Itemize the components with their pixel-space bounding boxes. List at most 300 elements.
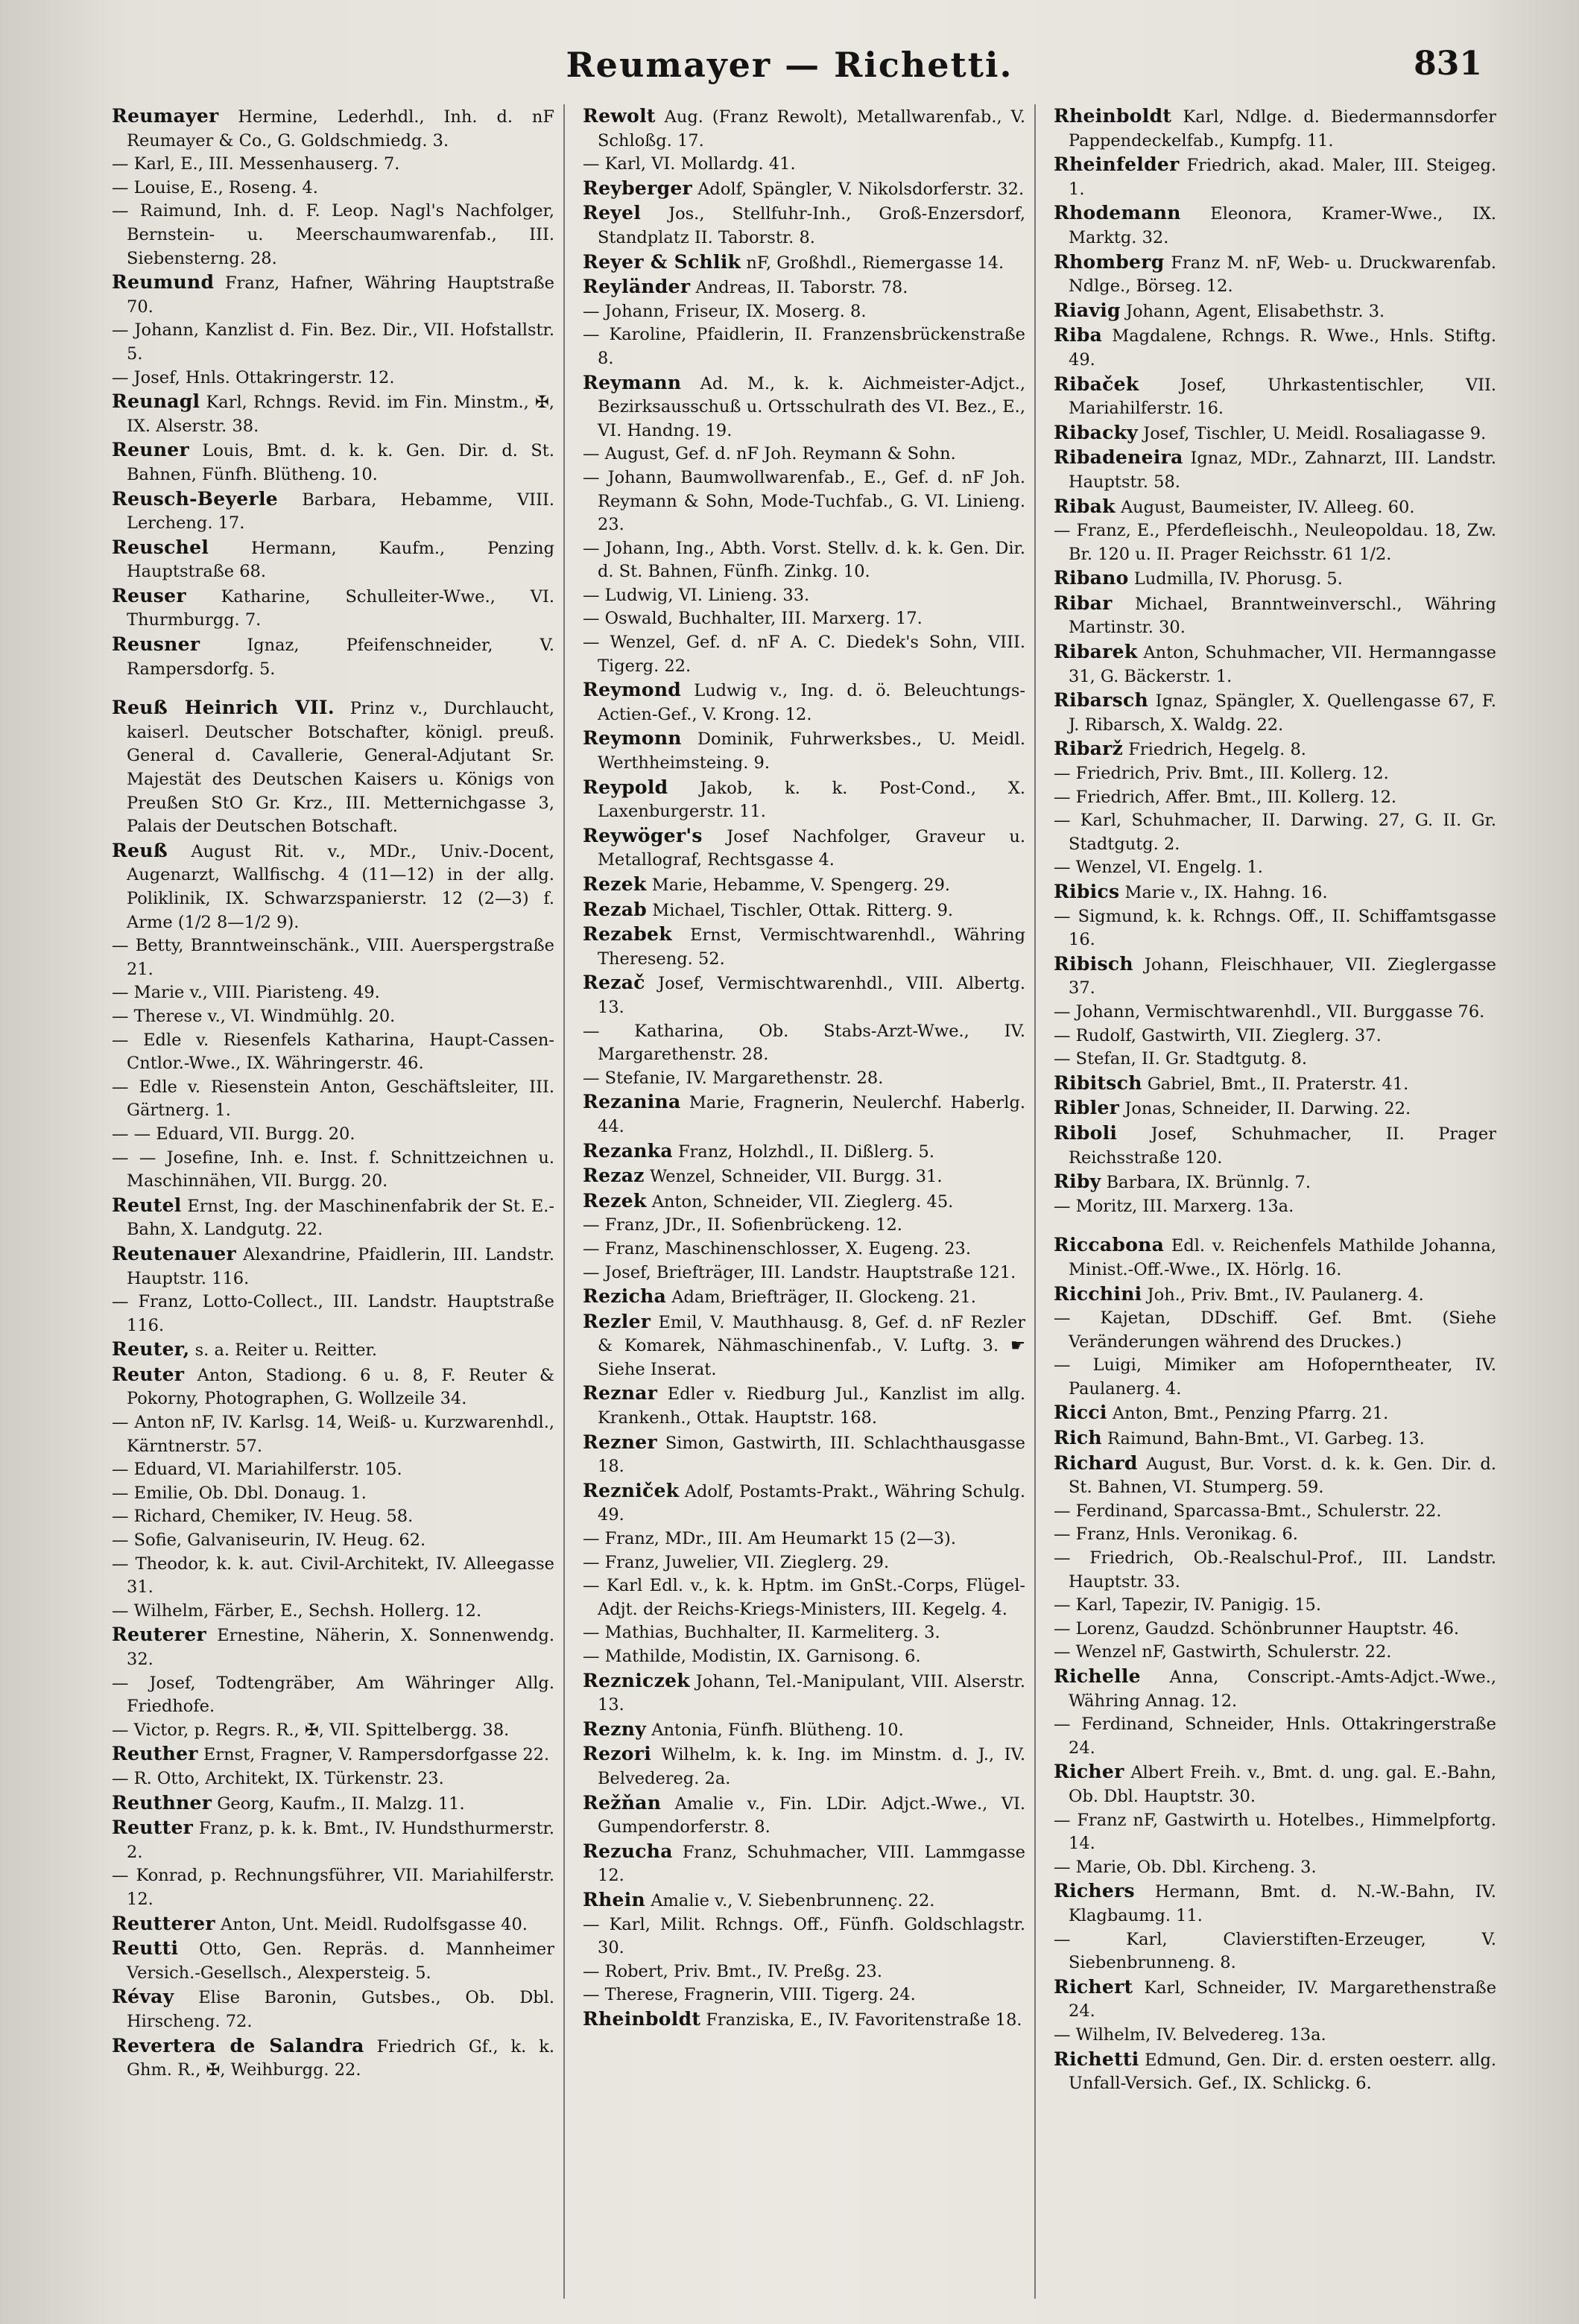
entry-surname: Rhodemann	[1054, 202, 1181, 224]
entry-details: — Louise, E., Roseng. 4.	[112, 177, 318, 197]
entry-details: Marie v., IX. Hahng. 16.	[1124, 883, 1328, 902]
entry-details: Wenzel, Schneider, VII. Burgg. 31.	[649, 1167, 943, 1187]
directory-entry	[112, 270, 554, 319]
directory-entry	[112, 104, 554, 153]
entry-details: — Stefanie, IV. Margarethenstr. 28.	[583, 1068, 884, 1088]
directory-entry	[112, 1411, 554, 1458]
entry-details: Franz, Schuhmacher, VIII. Lammgasse 12.	[598, 1842, 1025, 1886]
entry-surname: Ribarek	[1054, 641, 1138, 663]
entry-details: — Wilhelm, IV. Belvedereg. 13a.	[1054, 2024, 1326, 2045]
entry-details: — Johann, Vermischtwarenhdl., VII. Burggasse 76.	[1054, 1001, 1485, 1022]
directory-entry	[112, 839, 554, 934]
directory-entry	[1054, 1354, 1496, 1401]
entry-details: — Kajetan, DDschiff. Gef. Bmt. (Siehe Veränderungen während des Druckes.)	[1054, 1308, 1496, 1352]
entry-surname: Reumayer	[112, 105, 219, 127]
entry-details: — Josef, Briefträger, III. Landstr. Hauptstraße 121.	[583, 1262, 1016, 1282]
entry-surname: Ribisch	[1054, 952, 1133, 975]
entry-details: Marie, Fragnerin, Neulerchf. Haberlg. 44.	[598, 1093, 1025, 1136]
entry-details: — Josef, Hnls. Ottakringerstr. 12.	[112, 367, 395, 387]
entry-details: — Karl, Milit. Rchngs. Off., Fünfh. Goldschlagstr. 30.	[583, 1914, 1025, 1958]
entry-details: — Konrad, p. Rechnungsführer, VII. Mariahilferstr. 12.	[112, 1866, 554, 1909]
directory-entry	[1054, 250, 1496, 299]
entry-details: Katharine, Schulleiter-Wwe., VI. Thurmburgg. 7.	[127, 586, 554, 630]
directory-entry	[1054, 1809, 1496, 1856]
entry-details: — Wenzel, VI. Engelg. 1.	[1054, 858, 1263, 878]
entry-surname: Richers	[1054, 1880, 1135, 1902]
directory-entry	[583, 201, 1025, 250]
directory-entry	[1054, 421, 1496, 446]
directory-entry	[583, 607, 1025, 631]
entry-details: Ludmilla, IV. Phorusg. 5.	[1133, 569, 1343, 589]
directory-entry	[112, 319, 554, 366]
entry-surname: Rezanina	[583, 1091, 681, 1113]
directory-entry	[583, 1479, 1025, 1527]
directory-entry	[112, 1194, 554, 1242]
entry-details: Albert Freih. v., Bmt. d. ung. gal. E.-Bahn, Ob. Dbl. Hauptstr. 30.	[1069, 1763, 1497, 1806]
directory-entry	[1054, 1641, 1496, 1665]
directory-entry	[112, 1742, 554, 1767]
directory-entry	[112, 981, 554, 1005]
directory-entry	[583, 323, 1025, 370]
directory-entry	[583, 776, 1025, 824]
entry-details: — Wenzel, Gef. d. nF A. C. Diedek's Sohn, VIII. Tigerg. 22.	[583, 633, 1025, 676]
directory-entry	[112, 487, 554, 536]
entry-surname: Reutti	[112, 1937, 179, 1960]
entry-surname: Rezek	[583, 1189, 647, 1212]
directory-entry	[583, 1527, 1025, 1551]
entry-details: Johann, Fleischhauer, VII. Zieglergasse 37.	[1069, 954, 1496, 998]
entry-surname: Reuterer	[112, 1624, 206, 1646]
entry-details: — Johann, Ing., Abth. Vorst. Stellv. d. k. k. Gen. Dir. d. St. Bahnen, Fünfh. Zinkg. 10.	[583, 538, 1025, 582]
directory-entry	[112, 153, 554, 177]
column-3	[1054, 104, 1505, 2299]
directory-entry	[1054, 688, 1496, 737]
entry-details: Anton, Schneider, VII. Zieglerg. 45.	[651, 1191, 954, 1212]
entry-details: — Luigi, Mimiker am Hofoperntheater, IV. Paulanerg. 4.	[1054, 1355, 1496, 1399]
entry-details: Ernst, Fragner, V. Rampersdorfgasse 22.	[203, 1745, 550, 1765]
entry-details: — August, Gef. d. nF Joh. Reymann & Sohn.	[583, 444, 956, 464]
entry-details: — Johann, Baumwollwarenfab., E., Gef. d. nF Joh. Reymann & Sohn, Mode-Tuchfab., G. VI. Linieng. 23.	[583, 467, 1025, 535]
entry-details: — Franz, Lotto-Collect., III. Landstr. Hauptstraße 116.	[112, 1292, 554, 1335]
entry-details: Friedrich Gf., k. k. Ghm. R., ✠, Weihburgg. 22.	[127, 2036, 554, 2080]
entry-details: — Karoline, Pfaidlerin, II. Franzensbrückenstraße 8.	[583, 325, 1025, 368]
entry-details: — R. Otto, Architekt, IX. Türkenstr. 23.	[112, 1768, 444, 1788]
directory-entry	[112, 1672, 554, 1719]
directory-entry	[583, 873, 1025, 898]
directory-entry	[1054, 786, 1496, 810]
directory-entry	[112, 1505, 554, 1529]
entry-surname: Ribar	[1054, 592, 1113, 614]
entry-details: Georg, Kaufm., II. Malzg. 11.	[217, 1793, 465, 1814]
entry-surname: Riba	[1054, 324, 1103, 346]
directory-entry	[112, 367, 554, 390]
entry-details: Amalie v., V. Siebenbrunnenç. 22.	[651, 1890, 935, 1910]
entry-details: Michael, Tischler, Ottak. Ritterg. 9.	[652, 900, 954, 920]
directory-entry	[1054, 592, 1496, 640]
entry-surname: Reuter,	[112, 1338, 190, 1361]
entry-details: — Friedrich, Ob.-Realschul-Prof., III. Landstr. Hauptstr. 33.	[1054, 1548, 1496, 1592]
entry-details: August, Bur. Vorst. d. k. k. Gen. Dir. d. St. Bahnen, VI. Stumperg. 59.	[1069, 1454, 1496, 1498]
directory-entry	[583, 1791, 1025, 1840]
directory-entry	[583, 584, 1025, 608]
directory-entry	[1054, 1048, 1496, 1071]
entry-details: Adolf, Postamts-Prakt., Währing Schulg. 49.	[598, 1481, 1025, 1525]
entry-surname: Reutterer	[112, 1912, 215, 1934]
entry-details: Ignaz, Pfeifenschneider, V. Rampersdorfg. 5.	[127, 636, 554, 679]
entry-details: Johann, Tel.-Manipulant, VIII. Alserstr. 13.	[598, 1671, 1025, 1715]
directory-entry	[1054, 762, 1496, 786]
entry-surname: Rheinboldt	[583, 2007, 701, 2030]
entry-surname: Rheinfelder	[1054, 153, 1180, 176]
directory-entry	[1054, 1401, 1496, 1426]
entry-details: — Franz, Hnls. Veronikag. 6.	[1054, 1524, 1298, 1545]
directory-entry	[112, 177, 554, 200]
entry-details: Gabriel, Bmt., II. Praterstr. 41.	[1147, 1074, 1409, 1094]
directory-entry	[583, 177, 1025, 202]
directory-entry	[583, 1645, 1025, 1669]
entry-surname: Rezucha	[583, 1840, 673, 1862]
directory-entry	[112, 1005, 554, 1029]
entry-surname: Rezanka	[583, 1139, 673, 1162]
entry-details: — Josef, Todtengräber, Am Währinger Allg. Friedhofe.	[112, 1673, 554, 1717]
entry-surname: Ribarsch	[1054, 689, 1148, 712]
directory-entry	[112, 1123, 554, 1147]
directory-entry	[112, 1937, 554, 1985]
entry-surname: Reumund	[112, 271, 215, 294]
directory-entry	[583, 250, 1025, 276]
directory-entry	[583, 898, 1025, 923]
entry-surname: Reuter	[112, 1363, 185, 1385]
directory-entry	[112, 1864, 554, 1911]
entry-surname: Ribics	[1054, 881, 1120, 902]
entry-surname: Rezač	[583, 972, 645, 994]
entry-details: — Franz, Maschinenschlosser, X. Eugeng. 23.	[583, 1238, 971, 1258]
directory-entry	[1054, 1760, 1496, 1808]
directory-entry	[112, 1147, 554, 1194]
entry-surname: Reutenauer	[112, 1242, 236, 1264]
entry-details: — Anton nF, IV. Karlsg. 14, Weiß- u. Kurzwarenhdl., Kärntnerstr. 57.	[112, 1413, 554, 1456]
entry-details: — Karl, VI. Mollardg. 41.	[583, 154, 796, 174]
entry-details: Simon, Gastwirth, III. Schlachthausgasse 18.	[598, 1433, 1025, 1477]
entry-details: Andreas, II. Taborstr. 78.	[695, 278, 908, 298]
directory-entry	[1054, 519, 1496, 566]
entry-surname: Ribarž	[1054, 738, 1124, 760]
directory-entry	[1054, 153, 1496, 201]
entry-details: Josef, Schuhmacher, II. Prager Reichsstraße 120.	[1069, 1124, 1496, 1168]
column-2	[583, 104, 1036, 2299]
entry-surname: Rezabek	[583, 923, 672, 946]
directory-entry	[1054, 323, 1496, 372]
entry-surname: Ribacky	[1054, 421, 1139, 443]
directory-entry	[583, 1020, 1025, 1067]
directory-entry	[583, 1840, 1025, 1888]
entry-surname: Reusner	[112, 633, 200, 656]
entry-details: Friedrich, akad. Maler, III. Steigeg. 1.	[1069, 156, 1497, 199]
directory-entry	[583, 1189, 1025, 1215]
entry-details: Eleonora, Kramer-Wwe., IX. Marktg. 32.	[1069, 204, 1497, 247]
directory-entry	[112, 1458, 554, 1482]
entry-surname: Reuschel	[112, 536, 209, 558]
entry-surname: Ribler	[1054, 1097, 1120, 1119]
entry-details: Ignaz, Spängler, X. Quellengasse 67, F. J. Ribarsch, X. Waldg. 22.	[1069, 691, 1496, 735]
entry-surname: Reutter	[112, 1817, 194, 1839]
directory-entry	[583, 275, 1025, 300]
directory-entry	[583, 1090, 1025, 1139]
entry-details: Franz, Hafner, Währing Hauptstraße 70.	[127, 273, 554, 317]
directory-entry	[112, 1912, 554, 1937]
entry-details: — Lorenz, Gaudzd. Schönbrunner Hauptstr. 46.	[1054, 1618, 1460, 1638]
entry-details: Raimund, Bahn-Bmt., VI. Garbeg. 13.	[1107, 1429, 1425, 1449]
directory-entry	[1054, 104, 1496, 153]
entry-surname: Rezner	[583, 1431, 657, 1453]
entry-details: — Marie, Ob. Dbl. Kircheng. 3.	[1054, 1857, 1317, 1877]
directory-entry	[1054, 1025, 1496, 1048]
directory-entry	[583, 537, 1025, 584]
entry-details: — Friedrich, Affer. Bmt., III. Kollerg. 12.	[1054, 787, 1397, 807]
entry-surname: Reymann	[583, 371, 682, 393]
entry-surname: Reymonn	[583, 727, 682, 750]
entry-surname: Reuß Heinrich VII.	[112, 697, 335, 719]
directory-entry	[112, 1985, 554, 2033]
directory-entry	[583, 1067, 1025, 1091]
entry-details: — Sofie, Galvaniseurin, IV. Heug. 62.	[112, 1530, 426, 1551]
entry-details: Jakob, k. k. Post-Cond., X. Laxenburgerstr. 11.	[598, 778, 1025, 822]
entry-details: — Wenzel nF, Gastwirth, Schulerstr. 22.	[1054, 1642, 1392, 1662]
entry-details: Prinz v., Durchlaucht, kaiserl. Deutscher Botschafter, königl. preuß. General d. Cavallerie, General-Adjutant Sr. Majestät des Deutschen Kaisers u. Königs von Preußen StO Gr. Krz., III. Metternichgasse 3, Palais der Deutschen Botschaft.	[127, 699, 554, 837]
directory-entry	[1054, 1121, 1496, 1170]
directory-entry	[583, 1285, 1025, 1310]
entry-surname: Rezab	[583, 898, 648, 920]
entry-surname: Richelle	[1054, 1665, 1141, 1687]
directory-entry	[1054, 1451, 1496, 1500]
directory-entry	[583, 1238, 1025, 1261]
entry-surname: Ricci	[1054, 1402, 1107, 1424]
directory-entry	[583, 1381, 1025, 1430]
directory-entry	[112, 1600, 554, 1624]
entry-surname: Ribaček	[1054, 373, 1139, 395]
directory-entry	[1054, 809, 1496, 856]
directory-entry	[1054, 1523, 1496, 1547]
entry-surname: Riccabona	[1054, 1234, 1165, 1256]
directory-entry	[112, 1767, 554, 1791]
entry-details: Franziska, E., IV. Favoritenstraße 18.	[706, 2010, 1022, 2030]
entry-surname: Reusch-Beyerle	[112, 487, 278, 510]
entry-details: — Marie v., VIII. Piaristeng. 49.	[112, 983, 380, 1003]
directory-entry	[112, 1719, 554, 1743]
directory-entry	[1054, 737, 1496, 762]
entry-details: Emil, V. Mauthhausg. 8, Gef. d. nF Rezler & Komarek, Nähmaschinenfab., V. Luftg. 3. ☛ Siehe Inserat.	[598, 1312, 1026, 1379]
directory-entry	[112, 1623, 554, 1671]
entry-details: — Edle v. Riesenfels Katharina, Haupt-Cassen-Cntlor.-Wwe., IX. Währingerstr. 46.	[112, 1030, 554, 1074]
entry-surname: Riboli	[1054, 1121, 1118, 1144]
entry-details: Franz, Holzhdl., II. Dißlerg. 5.	[678, 1142, 935, 1162]
directory-entry	[1054, 952, 1496, 1001]
entry-surname: Reyberger	[583, 177, 693, 199]
entry-surname: Reuthner	[112, 1791, 212, 1814]
directory-entry	[583, 104, 1025, 153]
entry-surname: Richert	[1054, 1975, 1133, 1998]
entry-details: Barbara, IX. Brünnlg. 7.	[1106, 1173, 1311, 1193]
directory-entry	[1054, 1618, 1496, 1641]
entry-details: — Stefan, II. Gr. Stadtgutg. 8.	[1054, 1049, 1308, 1069]
entry-surname: Rhomberg	[1054, 250, 1165, 273]
directory-entry	[112, 1791, 554, 1817]
directory-entry	[583, 1742, 1025, 1791]
entry-surname: Reuser	[112, 584, 186, 607]
directory-entry	[1054, 446, 1496, 494]
directory-entry	[583, 1139, 1025, 1165]
directory-entry	[583, 443, 1025, 466]
entry-details: — Karl, Clavierstiften-Erzeuger, V. Siebenbrunneng. 8.	[1054, 1929, 1496, 1973]
entry-details: Anna, Conscript.-Amts-Adjct.-Wwe., Währing Annag. 12.	[1069, 1668, 1496, 1711]
entry-details: Ernestine, Näherin, X. Sonnenwendg. 32.	[127, 1626, 554, 1669]
entry-details: Hermann, Kaufm., Penzing Hauptstraße 68.	[127, 538, 554, 582]
directory-entry	[1054, 373, 1496, 421]
directory-entry	[1054, 905, 1496, 952]
directory-entry	[583, 300, 1025, 324]
directory-entry	[1054, 1665, 1496, 1713]
directory-entry	[112, 2034, 554, 2083]
directory-entry	[583, 922, 1025, 971]
directory-entry	[583, 153, 1025, 177]
entry-details: August, Baumeister, IV. Alleeg. 60.	[1120, 497, 1415, 517]
entry-details: — Robert, Priv. Bmt., IV. Preßg. 23.	[583, 1961, 883, 1981]
entry-details: Louis, Bmt. d. k. k. Gen. Dir. d. St. Bahnen, Fünfh. Blütheng. 10.	[127, 441, 554, 484]
directory-entry	[112, 1816, 554, 1864]
entry-surname: Reuß	[112, 839, 168, 861]
entry-details: s. a. Reiter u. Reitter.	[194, 1340, 377, 1361]
entry-details: Aug. (Franz Rewolt), Metallwarenfab., V. Schloßg. 17.	[598, 107, 1025, 151]
directory-entry	[112, 1529, 554, 1553]
directory-entry	[1054, 1307, 1496, 1354]
entry-details: Edmund, Gen. Dir. d. ersten oesterr. allg. Unfall-Versich. Gef., IX. Schlickg. 6.	[1069, 2050, 1496, 2094]
entry-surname: Režňan	[583, 1791, 662, 1814]
directory-entry	[583, 1621, 1025, 1645]
entry-details: Ignaz, MDr., Zahnarzt, III. Landstr. Hauptstr. 58.	[1069, 449, 1496, 492]
entry-details: — Ferdinand, Sparcassa-Bmt., Schulerstr. 22.	[1054, 1501, 1442, 1521]
directory-entry	[1054, 1975, 1496, 2024]
entry-details: Dominik, Fuhrwerksbes., U. Meidl. Werthheimsteing. 9.	[598, 729, 1026, 773]
entry-surname: Rezicha	[583, 1285, 667, 1308]
directory-entry	[1054, 1500, 1496, 1524]
directory-entry	[583, 1983, 1025, 2007]
entry-details: — Johann, Friseur, IX. Moserg. 8.	[583, 301, 867, 321]
directory-entry	[112, 1482, 554, 1506]
entry-details: — — Josefine, Inh. e. Inst. f. Schnittzeichnen u. Maschinnähen, VII. Burgg. 20.	[112, 1147, 554, 1191]
entry-surname: Rheinboldt	[1054, 105, 1172, 127]
directory-entry	[1054, 1547, 1496, 1594]
entry-details: Hermine, Lederhdl., Inh. d. nF Reumayer & Co., G. Goldschmiedg. 3.	[127, 107, 554, 151]
entry-details: Jos., Stellfuhr-Inh., Groß-Enzersdorf, Standplatz II. Taborstr. 8.	[598, 204, 1026, 247]
entry-details: — Wilhelm, Färber, E., Sechsh. Hollerg. 12.	[112, 1600, 482, 1621]
entry-surname: Rewolt	[583, 105, 656, 127]
directory-entry	[583, 1551, 1025, 1575]
entry-details: Amalie v., Fin. LDir. Adjct.-Wwe., VI. Gumpendorferstr. 8.	[598, 1793, 1026, 1837]
column-1	[112, 104, 565, 2299]
entry-details: — Franz, JDr., II. Sofienbrückeng. 12.	[583, 1215, 902, 1235]
entry-details: Wilhelm, k. k. Ing. im Minstm. d. J., IV. Belvedereg. 2a.	[598, 1745, 1025, 1788]
entry-details: — Ludwig, VI. Linieng. 33.	[583, 585, 810, 605]
directory-entry	[1054, 2048, 1496, 2096]
directory-entry	[1054, 1282, 1496, 1308]
entry-details: — Therese, Fragnerin, VIII. Tigerg. 24.	[583, 1985, 916, 2005]
entry-details: Karl, Rchngs. Revid. im Fin. Minstm., ✠, IX. Alserstr. 38.	[127, 393, 554, 436]
directory-entry	[1054, 2024, 1496, 2048]
entry-details: Ludwig v., Ing. d. ö. Beleuchtungs-Actien-Gef., V. Krong. 12.	[598, 681, 1025, 724]
entry-details: — Mathias, Buchhalter, II. Karmeliterg. 3.	[583, 1623, 940, 1643]
entry-surname: Reyer & Schlik	[583, 250, 741, 273]
entry-details: — Oswald, Buchhalter, III. Marxerg. 17.	[583, 609, 923, 629]
entry-surname: Rezniček	[583, 1479, 680, 1501]
entry-surname: Riavig	[1054, 299, 1121, 321]
directory-entry	[112, 584, 554, 633]
entry-surname: Rich	[1054, 1427, 1102, 1449]
entry-details: — Franz, Juwelier, VII. Zieglerg. 29.	[583, 1552, 890, 1572]
directory-entry	[1054, 1195, 1496, 1219]
directory-entry	[583, 1669, 1025, 1717]
entry-details: Karl, Schneider, IV. Margarethenstraße 24.	[1069, 1978, 1497, 2021]
page-number: 831	[1414, 45, 1482, 83]
entry-details: Otto, Gen. Repräs. d. Mannheimer Versich.-Gesellsch., Alexpersteig. 5.	[127, 1940, 554, 1983]
entry-surname: Rezler	[583, 1310, 651, 1332]
directory-entry	[112, 1553, 554, 1600]
directory-entry	[1054, 1594, 1496, 1618]
entry-details: — Victor, p. Regrs. R., ✠, VII. Spittelbergg. 38.	[112, 1720, 510, 1740]
entry-details: Alexandrine, Pfaidlerin, III. Landstr. Hauptstr. 116.	[127, 1244, 554, 1288]
entry-details: Anton, Schuhmacher, VII. Hermanngasse 31, G. Bäckerstr. 1.	[1069, 643, 1496, 686]
directory-entry	[583, 1261, 1025, 1285]
entry-surname: Reznar	[583, 1382, 658, 1405]
directory-entry	[583, 1888, 1025, 1913]
entry-details: — Rudolf, Gastwirth, VII. Zieglerg. 37.	[1054, 1025, 1382, 1045]
directory-entry	[112, 1029, 554, 1076]
entry-details: Ad. M., k. k. Aichmeister-Adjct., Bezirksausschuß u. Ortsschulrath des VI. Bez., E., VI. Handng. 19.	[598, 373, 1025, 440]
entry-details: — Edle v. Riesenstein Anton, Geschäftsleiter, III. Gärtnerg. 1.	[112, 1077, 554, 1121]
directory-entry	[1054, 495, 1496, 520]
entry-details: Anton, Unt. Meidl. Rudolfsgasse 40.	[220, 1914, 528, 1934]
entry-details: Ernst, Vermischtwarenhdl., Währing Thereseng. 52.	[598, 925, 1026, 969]
entry-details: — Karl, E., III. Messenhauserg. 7.	[112, 154, 400, 174]
entry-details: Josef Nachfolger, Graveur u. Metallograf, Rechtsgasse 4.	[598, 826, 1025, 870]
entry-surname: Rezaz	[583, 1165, 645, 1187]
directory-entry	[1054, 1170, 1496, 1195]
entry-details: Anton, Bmt., Penzing Pfarrg. 21.	[1112, 1404, 1389, 1424]
entry-surname: Reuther	[112, 1743, 198, 1765]
entry-details: — Franz, MDr., III. Am Heumarkt 15 (2—3).	[583, 1529, 956, 1549]
directory-entry	[583, 1431, 1025, 1479]
entry-details: Adolf, Spängler, V. Nikolsdorferstr. 32.	[697, 179, 1025, 199]
entry-surname: Richard	[1054, 1451, 1138, 1474]
entry-details: Magdalene, Rchngs. R. Wwe., Hnls. Stiftg. 49.	[1069, 326, 1497, 370]
entry-details: — — Eduard, VII. Burgg. 20.	[112, 1124, 355, 1144]
entry-surname: Reuner	[112, 439, 189, 461]
directory-entry	[583, 1960, 1025, 1984]
directory-entry	[112, 633, 554, 681]
entry-surname: Rezny	[583, 1717, 647, 1740]
entry-details: nF, Großhdl., Riemergasse 14.	[746, 253, 1004, 273]
entry-details: — Karl, Schuhmacher, II. Darwing. 27, G. II. Gr. Stadtgutg. 2.	[1054, 811, 1496, 854]
entry-surname: Rezori	[583, 1743, 652, 1765]
entry-details: Joh., Priv. Bmt., IV. Paulanerg. 4.	[1147, 1285, 1424, 1305]
directory-entry	[1054, 1233, 1496, 1282]
directory-entry	[112, 1337, 554, 1363]
entry-surname: Rhein	[583, 1888, 646, 1910]
entry-details: Josef, Uhrkastentischler, VII. Mariahilferstr. 16.	[1069, 375, 1496, 419]
entry-details: Ernst, Ing. der Maschinenfabrik der St. E.-Bahn, X. Landgutg. 22.	[127, 1196, 554, 1240]
entry-details: — Mathilde, Modistin, IX. Garnisong. 6.	[583, 1647, 921, 1666]
directory-entry	[583, 678, 1025, 726]
entry-details: — Theodor, k. k. aut. Civil-Architekt, IV. Alleegasse 31.	[112, 1554, 554, 1598]
